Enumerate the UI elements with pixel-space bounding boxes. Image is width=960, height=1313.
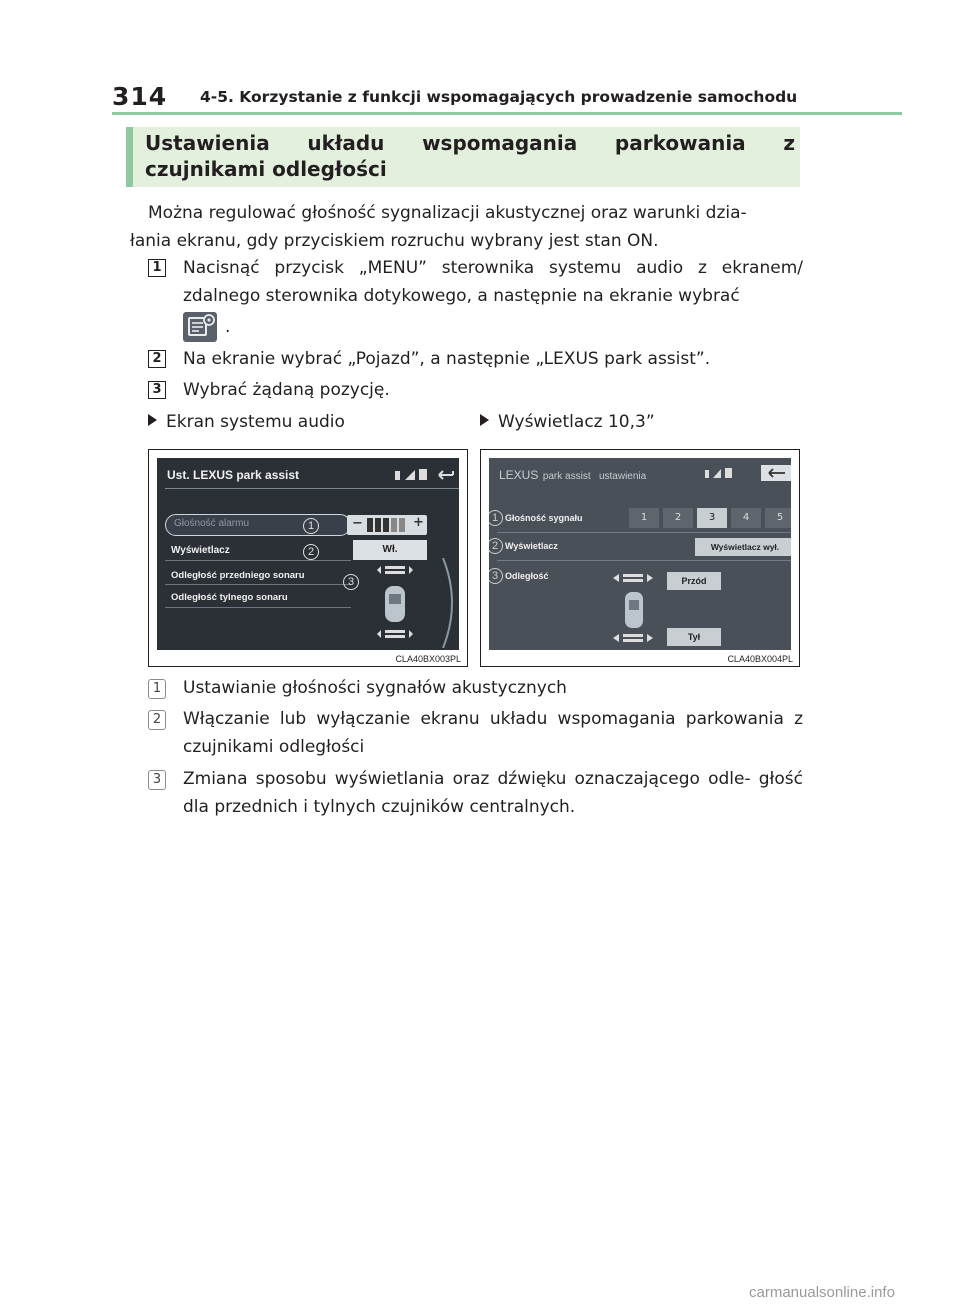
- description-number: 1: [148, 679, 166, 699]
- intro-line-2: łania ekranu, gdy przyciskiem rozruchu wybrany jest stan ON.: [130, 231, 659, 251]
- step-2: [148, 345, 803, 373]
- description-text: Zmiana sposobu wyświetlania oraz dźwięku oznaczającego odle- głość dla przednich i tylnych czujników centralnych.: [183, 769, 803, 817]
- description-2: [148, 705, 803, 761]
- status-icons: [389, 466, 459, 484]
- screen-title: Ust. LEXUS park assist: [167, 468, 300, 482]
- settings-menu-icon: [183, 312, 217, 342]
- car-sensor-graphic: [609, 570, 669, 650]
- rear-button[interactable]: Tył: [667, 628, 721, 646]
- distance-row[interactable]: Odległość: [505, 571, 549, 581]
- header-divider: [112, 112, 902, 115]
- description-3: [148, 765, 803, 821]
- chapter-title: 4-5. Korzystanie z funkcji wspomagających prowadzenie samochodu: [200, 88, 798, 106]
- display-row[interactable]: Wyświetlacz: [505, 541, 558, 551]
- image-code: CLA40BX004PL: [727, 654, 793, 664]
- step-text: Nacisnąć przycisk „MENU” sterownika systemu audio z ekranem/ zdalnego sterownika dotykowego, a następnie na ekranie wybrać: [183, 258, 803, 306]
- caption-audio-screen: Ekran systemu audio: [148, 410, 345, 434]
- screen-title: LEXUS park assist ustawienia: [499, 468, 647, 482]
- level-button-4[interactable]: 4: [731, 508, 761, 528]
- step-number: 3: [148, 381, 166, 399]
- section-title: Ustawienia układu wspomagania parkowania z czujnikami odległości: [145, 131, 795, 181]
- callout-3: 3: [343, 574, 359, 590]
- page-number: 314: [112, 82, 168, 111]
- level-button-1[interactable]: 1: [629, 508, 659, 528]
- volume-row[interactable]: Głośność alarmu: [165, 514, 351, 536]
- callout-1: 1: [303, 518, 319, 534]
- volume-slider[interactable]: − +: [347, 515, 427, 535]
- display-on-button[interactable]: Wł.: [353, 540, 427, 560]
- level-button-3[interactable]: 3: [697, 508, 727, 528]
- screen-area: [157, 458, 459, 650]
- front-sonar-row[interactable]: Odległość przedniego sonaru: [171, 570, 305, 581]
- description-number: 2: [148, 710, 166, 730]
- callout-2: 2: [489, 538, 503, 554]
- triangle-bullet-icon: [480, 414, 489, 426]
- display-off-button[interactable]: Wyświetlacz wył.: [695, 538, 791, 556]
- intro-line-1: Można regulować głośność sygnalizacji akustycznej oraz warunki dzia-: [148, 203, 747, 223]
- level-button-2[interactable]: 2: [663, 508, 693, 528]
- display-row[interactable]: Wyświetlacz: [171, 545, 230, 556]
- triangle-bullet-icon: [148, 414, 157, 426]
- level-button-5[interactable]: 5: [765, 508, 791, 528]
- callout-1: 1: [489, 510, 503, 526]
- front-button[interactable]: Przód: [667, 572, 721, 590]
- status-icons: [699, 464, 791, 482]
- car-sensor-graphic: [351, 558, 459, 648]
- callout-3: 3: [489, 568, 503, 584]
- caption-10-3-display: Wyświetlacz 10,3”: [480, 410, 655, 434]
- step-text: Na ekranie wybrać „Pojazd”, a następnie „LEXUS park assist”.: [183, 349, 711, 369]
- step-number: 2: [148, 350, 166, 368]
- step-text: Wybrać żądaną pozycję.: [183, 380, 390, 400]
- step-1-suffix: .: [225, 317, 231, 337]
- watermark: carmanualsonline.info: [749, 1284, 895, 1301]
- display-10-3-illustration: [480, 449, 800, 667]
- callout-2: 2: [303, 544, 319, 560]
- step-number: 1: [148, 259, 166, 277]
- image-code: CLA40BX003PL: [395, 654, 461, 664]
- description-text: Włączanie lub wyłączanie ekranu układu wspomagania parkowania z czujnikami odległości: [183, 709, 803, 757]
- screen-area: [489, 458, 791, 650]
- step-1: [148, 254, 803, 342]
- section-heading-box: [126, 127, 800, 187]
- description-number: 3: [148, 770, 166, 790]
- volume-level-buttons: [629, 508, 791, 528]
- intro-paragraph: [130, 199, 800, 255]
- step-3: [148, 376, 803, 404]
- volume-row[interactable]: Głośność sygnału: [505, 513, 583, 523]
- page-header: [112, 82, 902, 112]
- rear-sonar-row[interactable]: Odległość tylnego sonaru: [171, 592, 288, 603]
- description-1: [148, 674, 803, 702]
- description-text: Ustawianie głośności sygnałów akustycznych: [183, 678, 567, 698]
- audio-screen-illustration: [148, 449, 468, 667]
